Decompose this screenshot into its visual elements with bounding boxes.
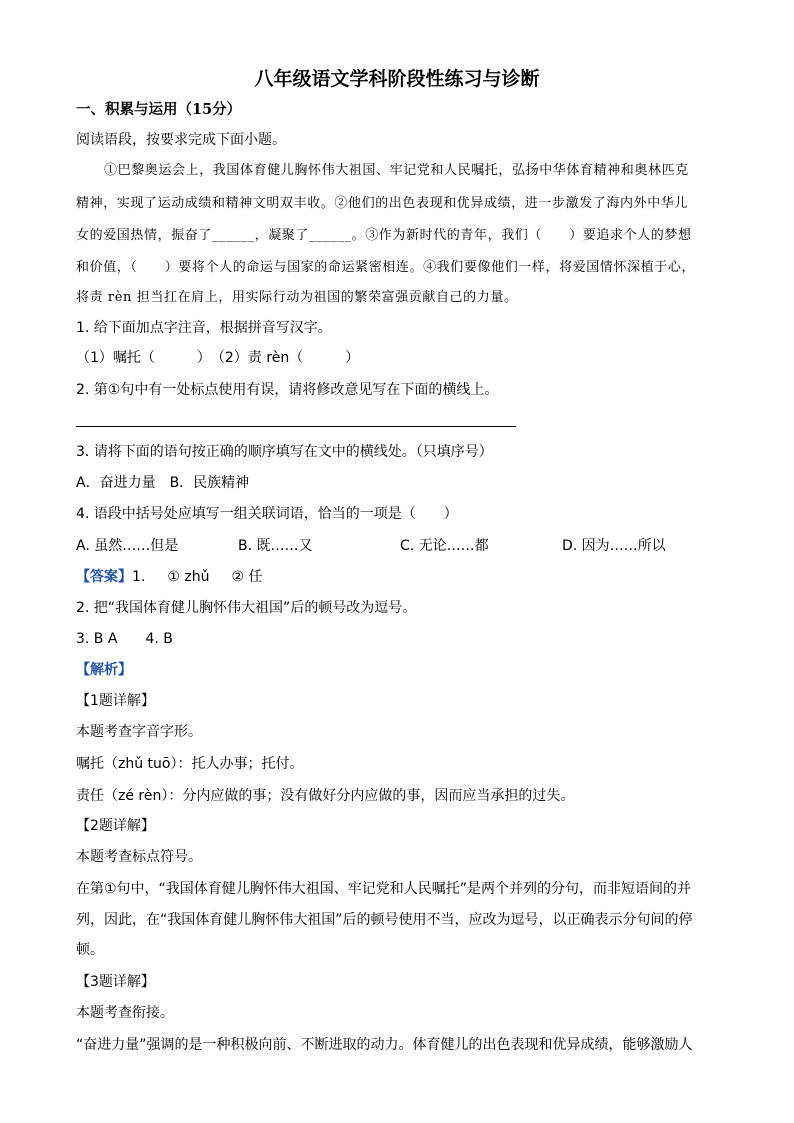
detail-2-line-4: 顿。: [76, 942, 104, 958]
detail-3-line-2: “奋进力量”强调的是一种积极向前、不断进取的动力。体育健儿的出色表现和优异成绩，能够激励人: [76, 1037, 693, 1053]
answer-3-4: 3. B A 4. B: [76, 631, 173, 647]
answer-line: [76, 426, 516, 427]
answer-2: 2. 把“我国体育健儿胸怀伟大祖国”后的顿号改为逗号。: [76, 600, 417, 616]
question-1: 1. 给下面加点字注音，根据拼音写汉字。: [76, 320, 332, 336]
detail-1-heading: 【1题详解】: [76, 693, 155, 709]
detail-2-heading: 【2题详解】: [76, 818, 155, 834]
detail-3-line-1: 本题考查衔接。: [76, 1005, 174, 1021]
detail-3-heading: 【3题详解】: [76, 974, 155, 990]
detail-1-line-2: 嘱托（zhǔ tuō）：托人办事；托付。: [76, 756, 304, 772]
passage-line-2: 精神，实现了运动成绩和精神文明双丰收。②他们的出色表现和优异成绩，进一步激发了海内外中华儿: [76, 196, 689, 211]
option-a: A. 虽然……但是: [76, 538, 179, 554]
section-heading: 一、积累与运用（15分）: [76, 101, 242, 118]
answer-1-part-2: ② 任: [231, 569, 263, 585]
answer-1-prefix: 1.: [132, 569, 146, 585]
question-4: 4. 语段中括号处应填写一组关联词语，恰当的一项是（ ）: [76, 506, 458, 522]
answer-row-1: [76, 567, 262, 587]
reading-instruction: 阅读语段，按要求完成下面小题。: [76, 132, 286, 148]
option-d: D. 因为……所以: [562, 538, 666, 554]
detail-2-line-1: 本题考查标点符号。: [76, 849, 202, 865]
detail-1-line-1: 本题考查字音字形。: [76, 724, 202, 740]
passage-line-3: 女的爱国热情，振奋了______，凝聚了______。③作为新时代的青年，我们（ ）要追求个人的梦想: [76, 228, 692, 243]
passage-line-4: 和价值，（ ）要将个人的命运与国家的命运紧密相连。④我们要像他们一样，将爱国情怀深植于心，: [76, 260, 696, 275]
analysis-label: 【解析】: [76, 662, 132, 678]
answer-1-part-1: ① zhǔ: [167, 569, 210, 585]
option-b: B. 既……又: [238, 538, 313, 554]
passage-line-1: ①巴黎奥运会上，我国体育健儿胸怀伟大祖国、牢记党和人民嘱托，弘扬中华体育精神和奥林匹克: [104, 163, 689, 178]
detail-2-line-2: 在第①句中，“我国体育健儿胸怀伟大祖国、牢记党和人民嘱托”是两个并列的分句，而非短语间的并: [76, 881, 692, 897]
page-title: 八年级语文学科阶段性练习与诊断: [254, 68, 540, 90]
detail-2-line-3: 列，因此，在“我国体育健儿胸怀伟大祖国”后的顿号使用不当，应改为逗号，以正确表示分句间的停: [76, 912, 693, 928]
option-c: C. 无论……都: [400, 538, 489, 554]
answer-label: 【答案】: [76, 569, 132, 585]
question-2: 2. 第①句中有一处标点使用有误，请将修改意见写在下面的横线上。: [76, 382, 499, 398]
question-3-options: A．奋进力量 B．民族精神: [76, 475, 250, 491]
passage-line-5: 将责 rèn 担当扛在肩上，用实际行动为祖国的繁荣富强贡献自己的力量。: [76, 290, 518, 305]
question-1-items: （1）嘱托（ ） （2）责 rèn（ ）: [76, 350, 360, 366]
question-3: 3. 请将下面的语句按正确的顺序填写在文中的横线处。（只填序号）: [76, 444, 493, 460]
detail-1-line-3: 责任（zé rèn）：分内应做的事；没有做好分内应做的事，因而应当承担的过失。: [76, 788, 575, 804]
question-4-options: [76, 536, 666, 556]
